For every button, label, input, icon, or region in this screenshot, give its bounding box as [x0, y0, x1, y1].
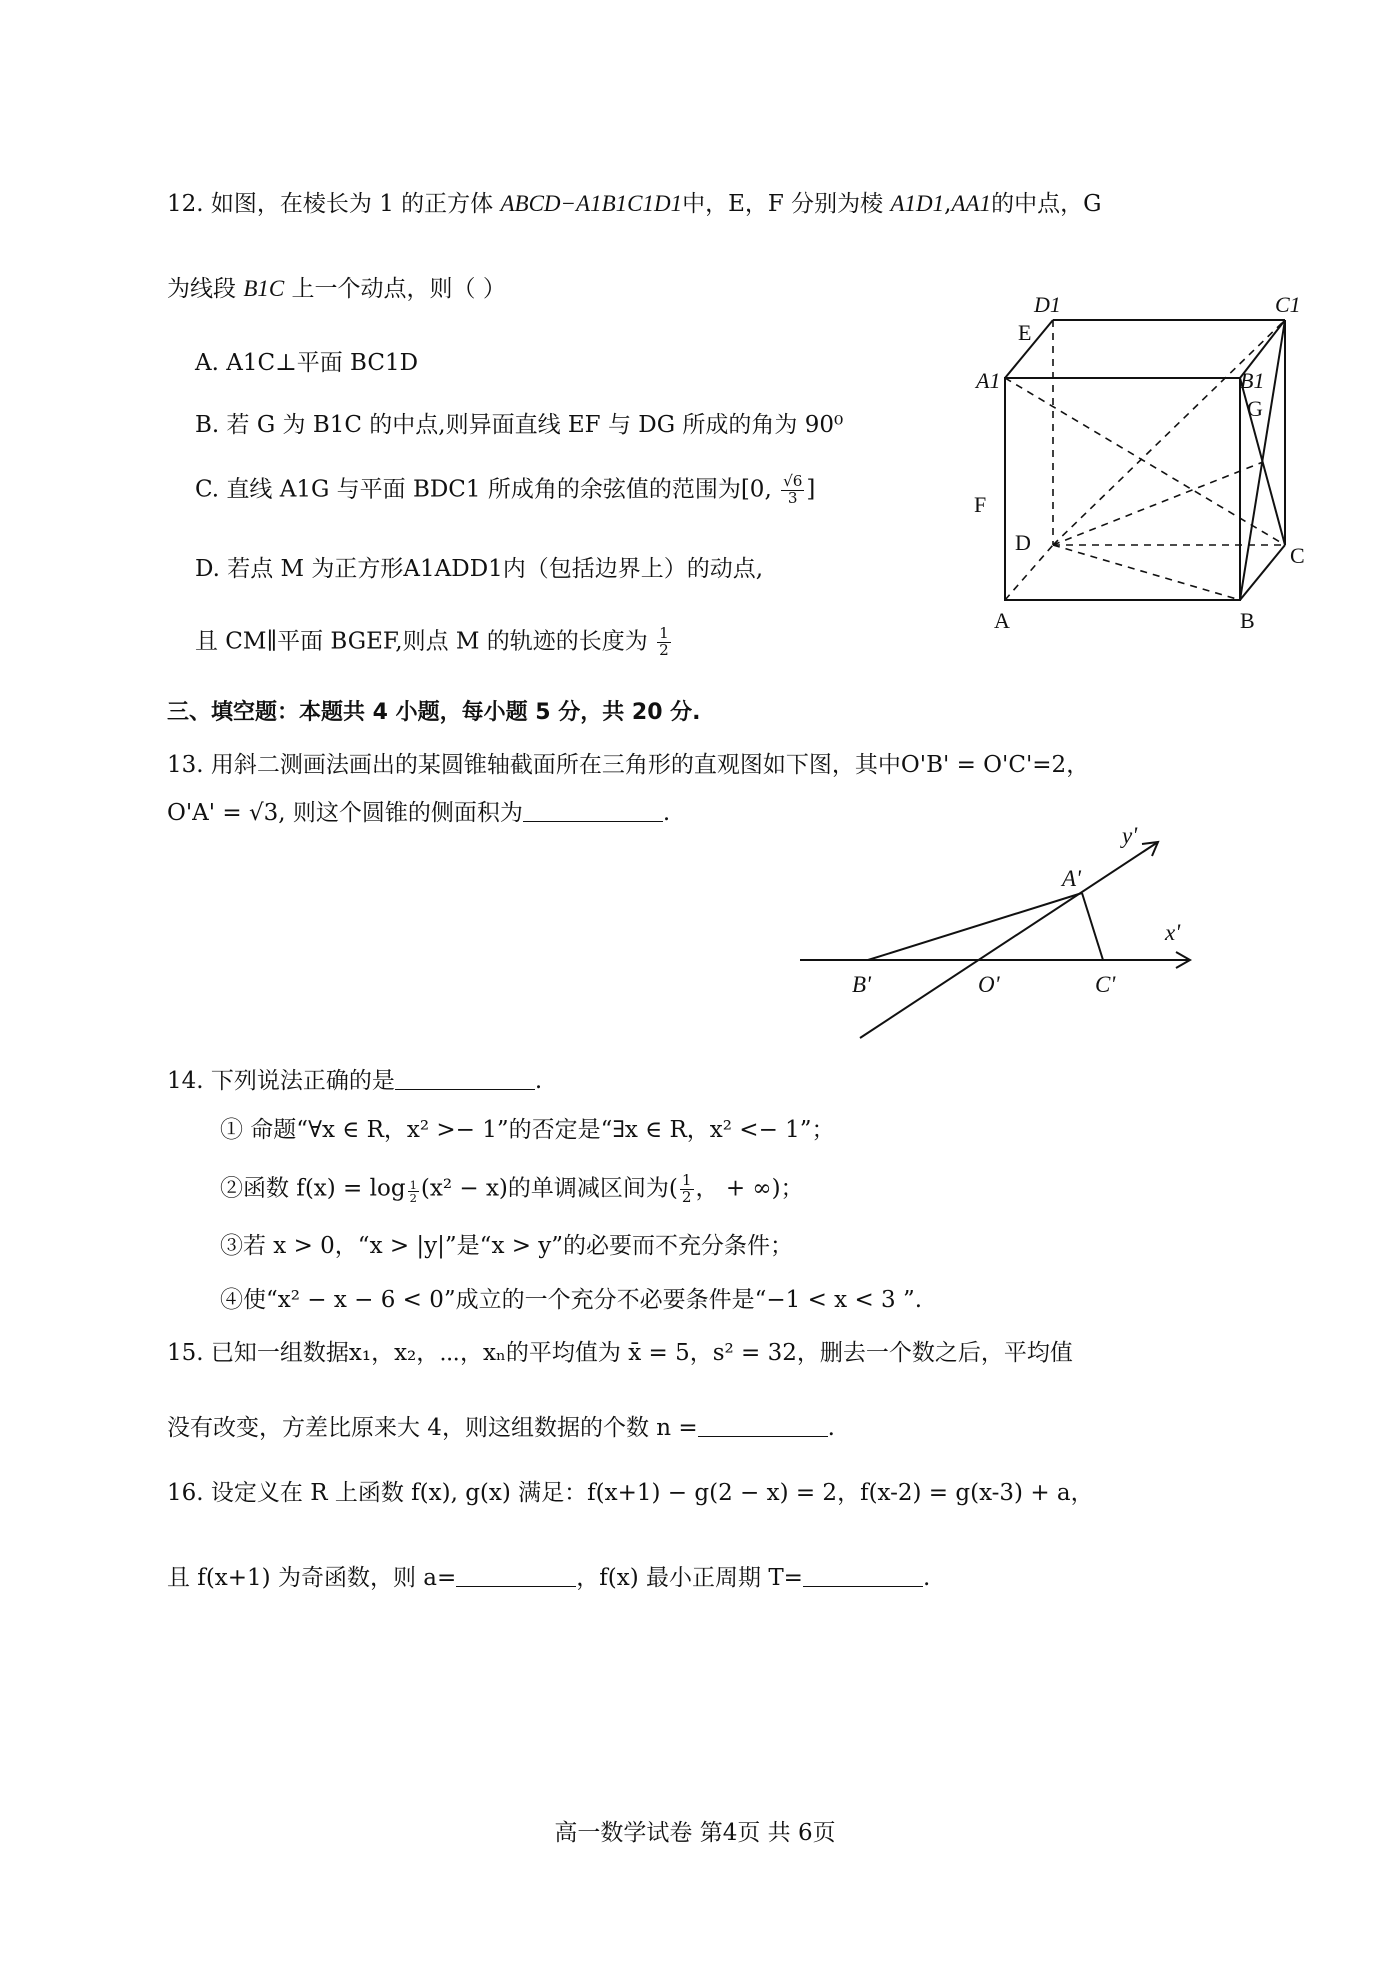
q13-answer-blank	[523, 797, 663, 822]
q12-option-c	[195, 474, 815, 507]
q12-line2-suffix: 上一个动点，则（ ）	[291, 276, 506, 302]
label-e: E	[1018, 320, 1032, 345]
q12-number: 12.	[167, 191, 204, 217]
q14-stem-end: .	[534, 1068, 543, 1095]
label-a1: A1	[976, 368, 1001, 393]
q12-option-d-denominator: 2	[659, 640, 669, 659]
q16-line1: 16. 设定义在 R 上函数 f(x), g(x) 满足：f(x+1) − g(2 − x) = 2，f(x-2) = g(x-3) + a，	[167, 1480, 1094, 1506]
q14-interval-numerator: 1	[681, 1171, 692, 1189]
q15-line2-end: .	[827, 1415, 835, 1442]
q12-option-d-numerator: 1	[659, 624, 669, 642]
section-3-title: 三、填空题：本题共 4 小题，每小题 5 分，共 20 分.	[167, 700, 701, 725]
q12-line1: 12. 如图，在棱长为 1 的正方体 ABCD−A1B1C1D1中，E，F 分别为棱 A1D1,AA1的中点，G	[167, 191, 1102, 217]
q12-option-d-line2	[195, 626, 673, 659]
segment-b-a	[868, 893, 1082, 960]
q12-text-prefix: 如图，在棱长为 1 的正方体	[210, 191, 494, 217]
q13-line2-text: O'A' = √3, 则这个圆锥的侧面积为	[167, 800, 523, 827]
q12-option-d-fraction	[657, 626, 671, 659]
q12-edge2: AA1	[951, 191, 992, 216]
q12-option-d: D. 若点 M 为正方形A1ADD1内（包括边界上）的动点,	[195, 556, 764, 582]
oblique-figure	[790, 825, 1210, 1050]
q12-option-c-fraction	[781, 474, 804, 507]
q12-option-c-denominator: 3	[787, 488, 798, 507]
y-axis	[860, 842, 1158, 1038]
q14-item-1: ① 命题“∀x ∈ R，x² >− 1”的否定是“∃x ∈ R，x² <− 1”；	[220, 1117, 835, 1143]
cube-figure	[960, 285, 1320, 645]
q14-item-2	[220, 1173, 804, 1206]
label-b: B	[1240, 608, 1255, 633]
label-x-prime: x'	[1165, 920, 1181, 945]
label-c1: C1	[1275, 292, 1301, 317]
segment-a-c	[1082, 893, 1103, 960]
q14-answer-blank	[395, 1065, 535, 1090]
label-f: F	[974, 492, 987, 517]
q14-item-2-prefix: ②函数 f(x) = log	[220, 1175, 406, 1202]
q12-text-suffix: 的中点，G	[991, 191, 1102, 217]
page-footer: 高一数学试卷 第4页 共 6页	[554, 1820, 836, 1846]
q15-line1: 15. 已知一组数据x₁，x₂，⋯，xₙ的平均值为 x̄ = 5，s² = 32，删去一个数之后，平均值	[167, 1340, 1073, 1366]
cube-front-face	[1005, 378, 1240, 600]
q14-log-base-numerator: 1	[409, 1178, 417, 1193]
q12-option-c-text: C. 直线 A1G 与平面 BDC1 所成角的余弦值的范围为[0,	[195, 476, 772, 503]
cube-segment-bc1	[1240, 320, 1285, 600]
label-a: A	[994, 608, 1010, 633]
cube-hidden-a1c	[1005, 378, 1285, 545]
q12-edge1: A1D1	[890, 191, 945, 216]
q14-stem: 14. 下列说法正确的是	[167, 1068, 395, 1095]
label-o-prime: O'	[978, 972, 1000, 997]
q12-option-c-bracket: ]	[806, 476, 816, 503]
q15-line2	[167, 1412, 835, 1443]
label-d1: D1	[1034, 292, 1061, 317]
cube-hidden-dg	[1053, 462, 1263, 545]
q16-line2	[167, 1562, 930, 1593]
q16-line2-prefix: 且 f(x+1) 为奇函数，则 a=	[167, 1565, 457, 1592]
q15-line2-text: 没有改变，方差比原来大 4，则这组数据的个数 n =	[167, 1415, 698, 1442]
label-a-prime: A'	[1062, 866, 1081, 891]
cube-hidden-dc1	[1053, 320, 1285, 545]
q14-item-4: ④使“x² − x − 6 < 0”成立的一个充分不必要条件是“−1 < x < 3 ”.	[220, 1287, 923, 1313]
cube-hidden-db	[1053, 545, 1240, 600]
label-y-prime: y'	[1122, 825, 1138, 848]
q12-option-c-numerator: √6	[783, 472, 803, 490]
label-c: C	[1290, 543, 1305, 568]
q13-line1: 13. 用斜二测画法画出的某圆锥轴截面所在三角形的直观图如下图，其中O'B' = O'C'=2，	[167, 752, 1090, 778]
q16-answer-blank-t	[803, 1562, 923, 1587]
q15-answer-blank	[698, 1412, 828, 1437]
q12-option-a: A. A1C⊥平面 BC1D	[195, 350, 419, 376]
q14-interval-fraction	[680, 1173, 694, 1206]
q12-text-mid: 中，E，F 分别为棱	[682, 191, 884, 217]
q13-line2	[167, 797, 670, 828]
q12-line2-prefix: 为线段	[167, 276, 236, 302]
q12-option-b: B. 若 G 为 B1C 的中点,则异面直线 EF 与 DG 所成的角为 90⁰	[195, 412, 844, 438]
q14-line1	[167, 1065, 542, 1096]
label-d: D	[1015, 530, 1031, 555]
q12-line2	[167, 275, 506, 304]
q12-cube-name: ABCD−A1B1C1D1	[500, 191, 683, 216]
q16-answer-blank-a	[456, 1562, 576, 1587]
q14-item-3: ③若 x > 0，“x > |y|”是“x > y”的必要而不充分条件；	[220, 1233, 794, 1259]
q14-log-base-denominator: 2	[409, 1191, 417, 1206]
q13-line2-end: .	[662, 800, 671, 827]
q14-item-2-mid: (x² − x)的单调减区间为(	[420, 1175, 678, 1202]
q12-option-d-text: 且 CM∥平面 BGEF,则点 M 的轨迹的长度为	[195, 628, 648, 655]
q12-segment: B1C	[243, 276, 285, 301]
label-c-prime: C'	[1095, 972, 1116, 997]
q14-item-2-suffix: ， + ∞)；	[695, 1175, 804, 1202]
label-g: G	[1247, 396, 1263, 421]
q14-interval-denominator: 2	[681, 1187, 692, 1206]
q16-line2-end: .	[922, 1565, 931, 1592]
label-b1: B1	[1240, 368, 1265, 393]
q14-log-base	[408, 1179, 419, 1204]
q16-line2-mid: ，f(x) 最小正周期 T=	[576, 1565, 803, 1592]
label-b-prime: B'	[852, 972, 871, 997]
